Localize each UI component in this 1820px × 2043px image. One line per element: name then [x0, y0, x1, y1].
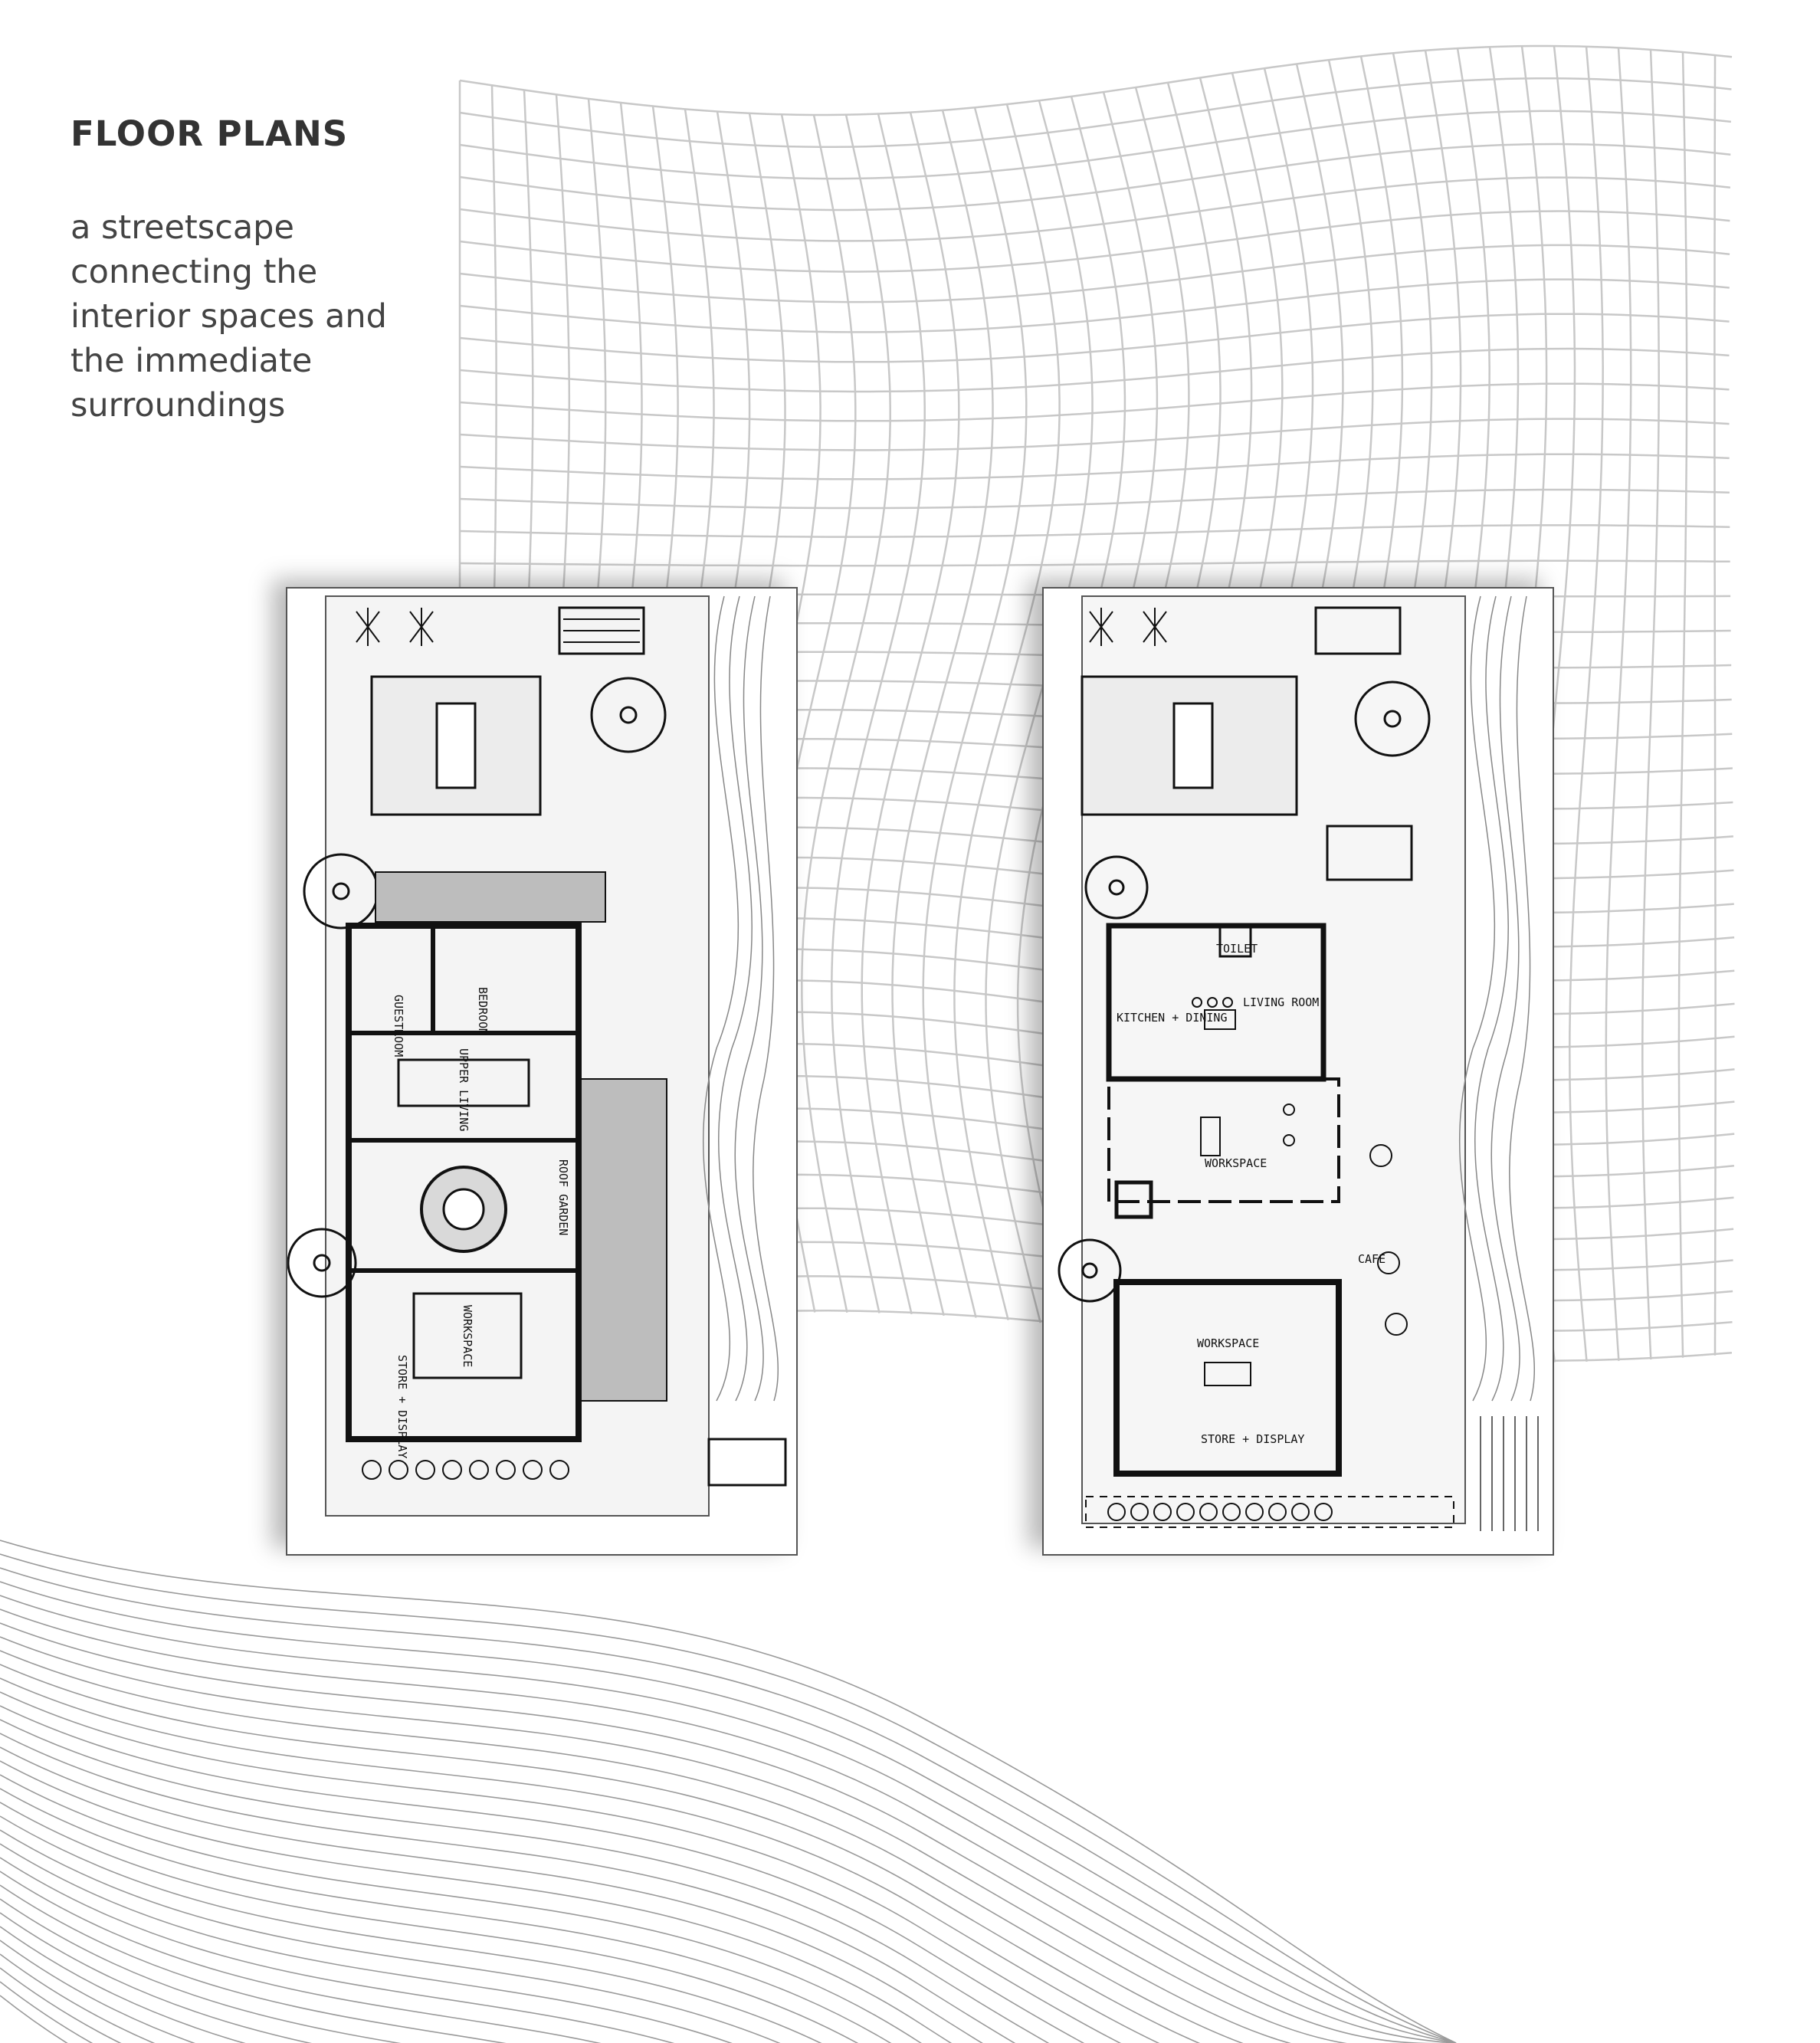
- room-label-upper-living: UPPER LIVING: [457, 1048, 471, 1132]
- wave-line: [0, 1568, 1456, 2043]
- room-label-workspace: WORKSPACE: [1205, 1156, 1267, 1170]
- grid-line: [460, 78, 1731, 147]
- wave-line: [0, 1540, 1456, 2043]
- room-label-guestroom: GUESTROOM: [392, 995, 405, 1058]
- grid-line: [460, 349, 1730, 392]
- room-label-roof-garden: ROOF GARDEN: [556, 1159, 570, 1236]
- skylight: [1174, 703, 1212, 788]
- subtitle-line: the immediate: [71, 342, 313, 380]
- wave-line: [0, 1595, 1456, 2043]
- wave-line: [0, 1623, 1456, 2043]
- street-waves: [703, 596, 779, 1401]
- upper-floor-drawing: [287, 589, 796, 1554]
- ground-floor-plan: [1042, 587, 1554, 1556]
- wave-line: [0, 1954, 1456, 2043]
- grid-line: [1714, 55, 1715, 1356]
- wave-line: [0, 1720, 1456, 2043]
- wave-line: [0, 1706, 1456, 2043]
- roof-garden-seat: [444, 1189, 484, 1229]
- subtitle-line: surroundings: [71, 386, 286, 425]
- wave-line: [0, 1858, 1456, 2043]
- subtitle-line: interior spaces and: [71, 297, 387, 336]
- room-label-living-room: LIVING ROOM: [1243, 995, 1320, 1009]
- grid-line: [460, 419, 1730, 451]
- room-label-store-display: STORE + DISPLAY: [395, 1355, 409, 1459]
- room-label-workspace: WORKSPACE: [461, 1305, 474, 1368]
- room-label-cafe: CAFE: [1358, 1252, 1386, 1266]
- wave-line: [0, 1651, 1456, 2043]
- grid-line: [862, 113, 959, 1314]
- brick-path: [375, 872, 605, 922]
- brick-walkway: [579, 1079, 667, 1401]
- subtitle-line: a streetscape: [71, 208, 294, 247]
- upper-floor-plan: [286, 587, 798, 1556]
- grid-line: [1569, 47, 1602, 1362]
- wave-line: [0, 1664, 1456, 2043]
- grid-line: [460, 561, 1730, 566]
- room-label-bedroom: BEDROOM: [476, 987, 490, 1036]
- wave-line: [0, 1733, 1456, 2043]
- subtitle: [71, 205, 431, 428]
- ground-floor-drawing: [1044, 589, 1553, 1554]
- page-title: FLOOR PLANS: [71, 113, 349, 154]
- subtitle-line: connecting the: [71, 253, 318, 291]
- grid-line: [460, 212, 1730, 272]
- grid-line: [460, 490, 1730, 508]
- room-label-toilet: TOILET: [1216, 942, 1258, 956]
- street-waves: [1460, 596, 1535, 1401]
- grid-line: [1642, 50, 1658, 1359]
- room-label-kitchen-dining: KITCHEN + DINING: [1117, 1011, 1228, 1025]
- wave-line: [0, 1609, 1456, 2043]
- grid-line: [460, 245, 1730, 302]
- wave-line: [0, 1747, 1456, 2043]
- grid-line: [831, 114, 924, 1313]
- wave-line: [0, 1816, 1456, 2043]
- skylight: [437, 703, 475, 788]
- grid-line: [460, 46, 1732, 115]
- room-label-store-display: STORE + DISPLAY: [1201, 1432, 1305, 1446]
- room-label-workspace-lower: WORKSPACE: [1197, 1336, 1260, 1350]
- grid-line: [802, 115, 890, 1313]
- grid-line: [460, 454, 1730, 480]
- grid-line: [460, 384, 1730, 421]
- grid-line: [1606, 48, 1631, 1360]
- wave-line: [0, 1830, 1456, 2043]
- street-hatch: [1481, 1416, 1538, 1531]
- wave-line: [0, 1927, 1456, 2043]
- wave-line: [0, 1761, 1456, 2043]
- grid-line: [1679, 52, 1687, 1358]
- planter-box: [709, 1439, 785, 1485]
- wave-lines: [0, 1540, 1456, 2043]
- grid-line: [460, 280, 1730, 333]
